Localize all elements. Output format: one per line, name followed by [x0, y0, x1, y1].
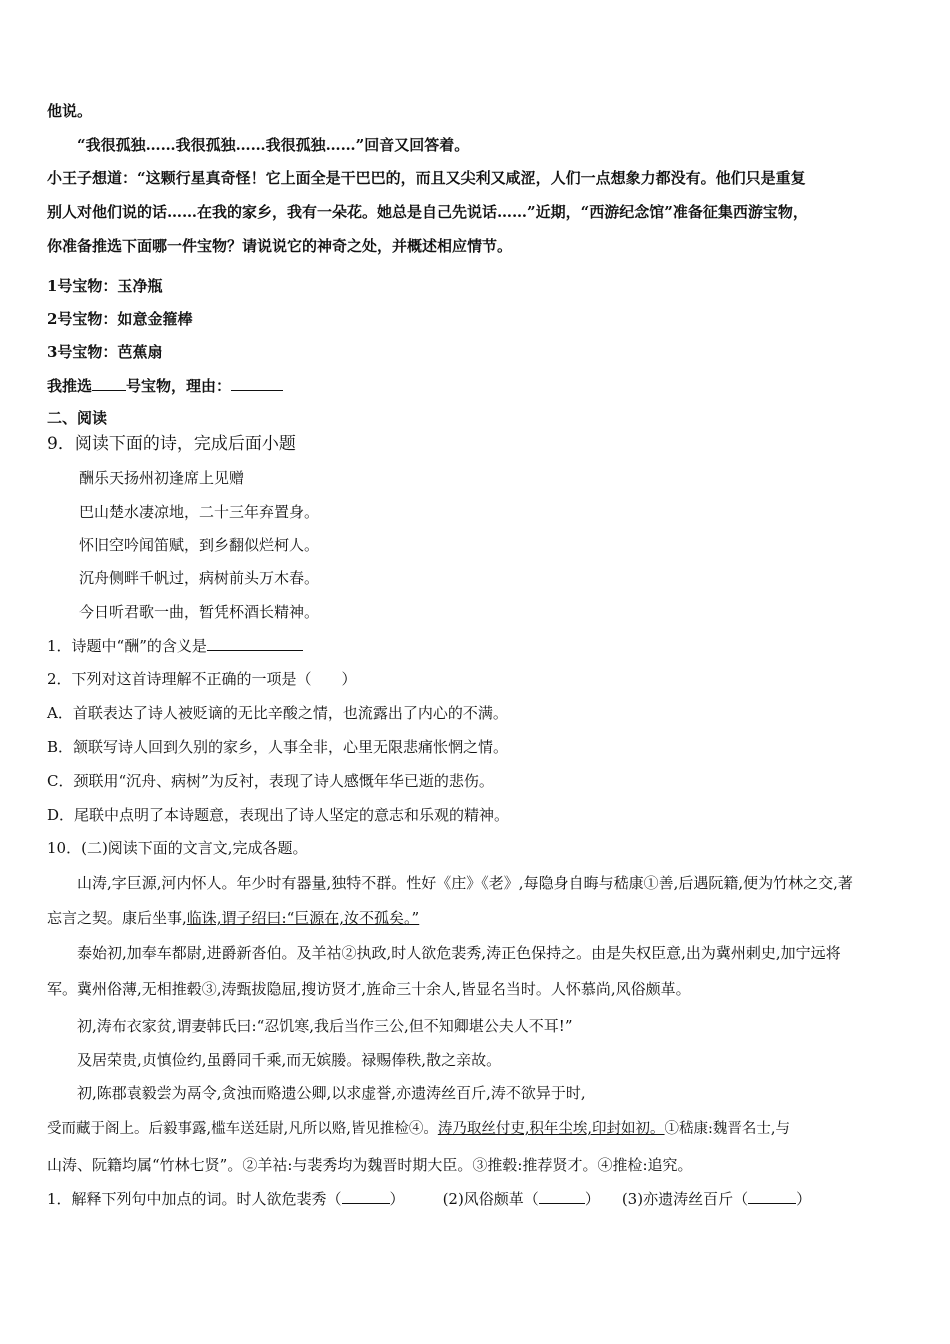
underlined-sentence-2: 涛乃取丝付吏,积年尘埃,印封如初。 — [437, 1121, 665, 1137]
q9-title: 9．阅读下面的诗，完成后面小题 — [47, 434, 296, 454]
q10-sub1-part3: (3)亦遗涛丝百斤（ — [621, 1190, 749, 1208]
q10-title: 10．(二)阅读下面的文言文,完成各题。 — [47, 839, 308, 857]
recommend-label-a: 我推选 — [47, 377, 93, 395]
section-heading: 二、阅读 — [47, 409, 108, 427]
poem-line-4: 今日听君歌一曲，暂凭杯酒长精神。 — [79, 603, 320, 621]
option-a[interactable]: A．首联表达了诗人被贬谪的无比辛酸之情，也流露出了内心的不满。 — [47, 704, 508, 722]
classical-para3: 初,涛布衣家贫,谓妻韩氏曰:“忍饥寒,我后当作三公,但不知卿堪公夫人不耳!” — [77, 1017, 573, 1035]
q10-sub1 — [47, 1189, 811, 1209]
classical-para2-a: 泰始初,加奉车都尉,进爵新沓伯。及羊祜②执政,时人欲危裴秀,涛正色保持之。由是失权臣意,出为冀州刺史,加宁远将 — [77, 944, 841, 962]
poem-title: 酬乐天扬州初逢席上见赠 — [79, 469, 245, 487]
classical-para6 — [47, 1119, 790, 1139]
option-b[interactable]: B．颔联写诗人回到久别的家乡，人事全非，心里无限悲痛怅惘之情。 — [47, 738, 509, 756]
classical-para4: 及居荣贵,贞慎俭约,虽爵同千乘,而无嫔媵。禄赐俸秩,散之亲故。 — [77, 1051, 502, 1069]
blank-1[interactable] — [342, 1189, 390, 1204]
q9-sub1 — [47, 636, 303, 656]
option-d[interactable]: D．尾联中点明了本诗题意，表现出了诗人坚定的意志和乐观的精神。 — [47, 806, 510, 824]
q9-sub1-blank[interactable] — [207, 636, 303, 651]
footnote-1-start: ①嵇康:魏晋名士,与 — [664, 1121, 791, 1137]
classical-para1-b-plain: 忘言之契。康后坐事, — [47, 909, 187, 927]
poem-line-3: 沉舟侧畔千帆过，病树前头万木春。 — [79, 569, 320, 587]
reason-blank[interactable] — [231, 376, 283, 391]
passage-line-3: 小王子想道：“这颗行星真奇怪！它上面全是干巴巴的，而且又尖利又咸涩，人们一点想象力都没有。他们只是重复 — [47, 169, 806, 187]
classical-para1-b — [47, 908, 419, 928]
passage-line-4: 别人对他们说的话……在我的家乡，我有一朵花。她总是自己先说话……”近期，“西游纪念馆”准备征集西游宝物， — [47, 203, 808, 221]
q9-sub1-text: 1．诗题中“酬”的含义是 — [47, 637, 207, 655]
classical-para2-b: 军。冀州俗薄,无相推毂③,涛甄拔隐屈,搜访贤才,旌命三十余人,皆显名当时。人怀慕尚,风俗颇革。 — [47, 980, 691, 998]
treasure-1: 1号宝物：玉净瓶 — [47, 277, 163, 295]
recommend-line — [47, 376, 283, 396]
treasure-3: 3号宝物：芭蕉扇 — [47, 343, 163, 361]
q10-sub1-text: 1．解释下列句中加点的词。时人欲危裴秀（ — [47, 1190, 342, 1208]
passage-line-5: 你准备推选下面哪一件宝物？请说说它的神奇之处，并概述相应情节。 — [47, 237, 513, 255]
q10-sub1-close3: ） — [796, 1190, 812, 1208]
q10-sub1-close: ） — [389, 1190, 405, 1208]
q10-sub1-part2: (2)风俗颇革（ — [442, 1190, 539, 1208]
poem-line-2: 怀旧空吟闻笛赋，到乡翻似烂柯人。 — [79, 536, 320, 554]
treasure-number-blank[interactable] — [92, 376, 126, 391]
poem-line-1: 巴山楚水凄凉地，二十三年弃置身。 — [79, 503, 320, 521]
underlined-sentence-1: 临诛,谓子绍曰:“巨源在,汝不孤矣。” — [186, 909, 420, 927]
q9-sub2: 2．下列对这首诗理解不正确的一项是（ ） — [47, 670, 357, 688]
footnotes-line: 山涛、阮籍均属“竹林七贤”。②羊祜:与裴秀均为魏晋时期大臣。③推毂:推荐贤才。④推检:追究。 — [47, 1156, 693, 1174]
option-c[interactable]: C．颈联用“沉舟、病树”为反衬，表现了诗人感慨年华已逝的悲伤。 — [47, 772, 494, 790]
treasure-2: 2号宝物：如意金箍棒 — [47, 310, 193, 328]
q10-sub1-close2: ） — [584, 1190, 600, 1208]
blank-3[interactable] — [748, 1189, 796, 1204]
passage-line-1: 他说。 — [47, 102, 93, 120]
passage-line-2: “我很孤独……我很孤独……我很孤独……”回音又回答着。 — [77, 136, 470, 154]
blank-2[interactable] — [539, 1189, 585, 1204]
recommend-label-b: 号宝物，理由： — [126, 377, 232, 395]
classical-para6-plain: 受而藏于阁上。后毅事露,槛车送廷尉,凡所以赂,皆见推检④。 — [47, 1121, 438, 1137]
classical-para1-a: 山涛,字巨源,河内怀人。年少时有器量,独特不群。性好《庄》《老》,每隐身自晦与嵇康①善,后遇阮籍,便为竹林之交,著 — [77, 874, 853, 892]
classical-para5: 初,陈郡袁毅尝为鬲令,贪浊而赂遗公卿,以求虚誉,亦遗涛丝百斤,涛不欲异于时, — [77, 1084, 586, 1102]
